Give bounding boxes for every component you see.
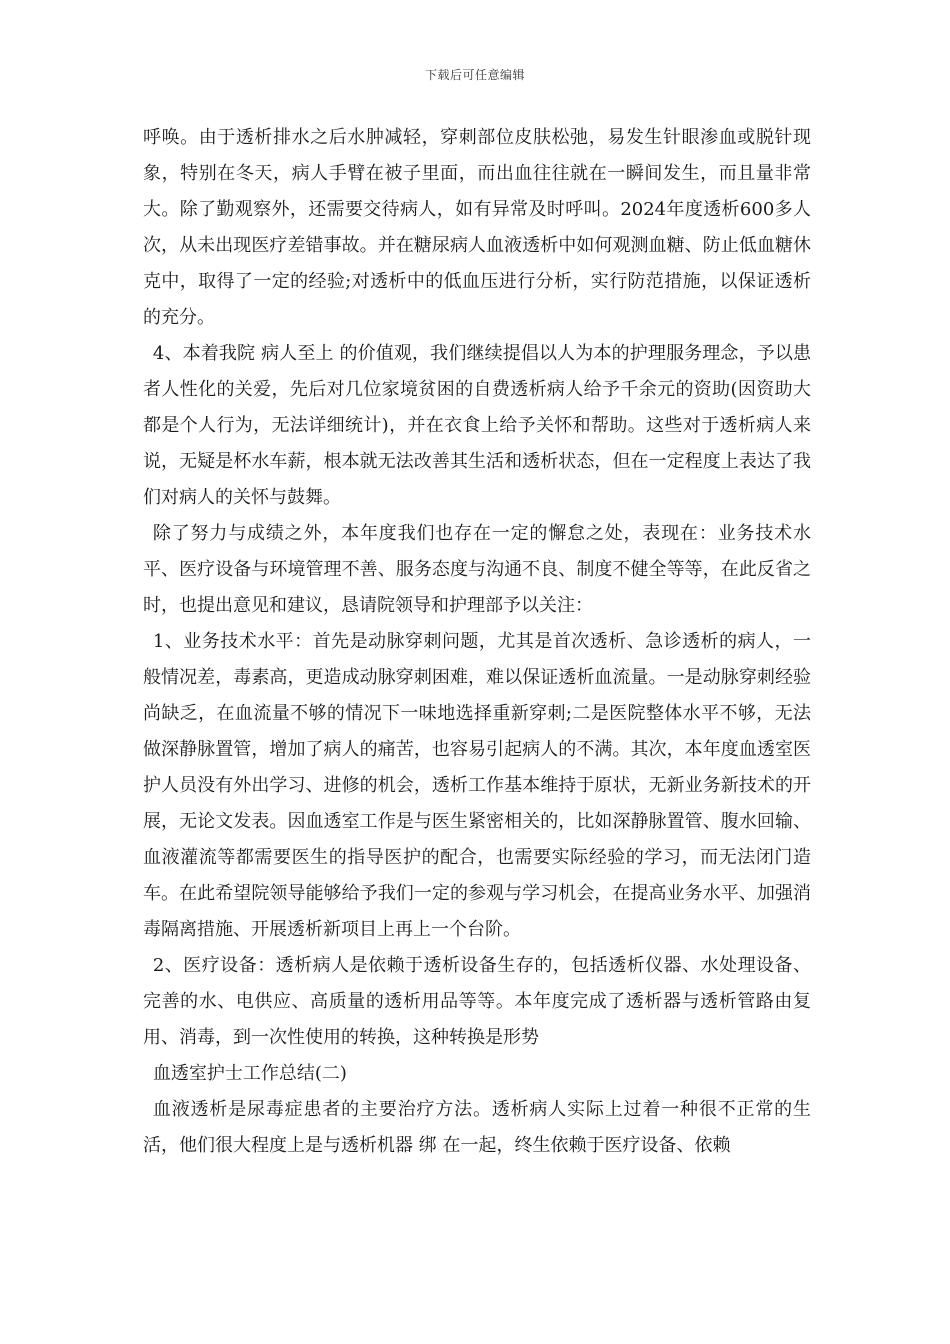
paragraph-intro: 血液透析是尿毒症患者的主要治疗方法。透析病人实际上过着一种很不正常的生活，他们很大程度上是与透析机器 绑 在一起，终生依赖于医疗设备、依赖 bbox=[143, 1099, 811, 1156]
paragraph-item-1-technical: 1、业务技术水平：首先是动脉穿刺问题，尤其是首次透析、急诊透析的病人，一般情况差，毒素高，更造成动脉穿刺困难，难以保证透析血流量。一是动脉穿刺经验尚缺乏，在血流量不够的情况下一味地选择重新穿刺;二是医院整体水平不够，无法做深静脉置管，增加了病人的痛苦，也容易引起病人的不满。其次，本年度血透室医护人员没有外出学习、进修的机会，透析工作基本维持于原状，无新业务新技术的开展，无论文发表。因血透室工作是与医生紧密相关的，比如深静脉置管、腹水回输、血液灌流等都需要医生的指导医护的配合，也需要实际经验的学习，而无法闭门造车。在此希望院领导能够给予我们一定的参观与学习机会，在提高业务水平、加强消毒隔离措施、开展透析新项目上再上一个台阶。 bbox=[143, 631, 811, 940]
paragraph-item-4: 4、本着我院 病人至上 的价值观，我们继续提倡以人为本的护理服务理念，予以患者人性化的关爱，先后对几位家境贫困的自费透析病人给予千余元的资助(因资助大都是个人行为，无法详细统计)，并在衣食上给予关怀和帮助。这些对于透析病人来说，无疑是杯水车薪，根本就无法改善其生活和透析状态，但在一定程度上表达了我们对病人的关怀与鼓舞。 bbox=[143, 343, 811, 508]
document-body bbox=[143, 120, 811, 1164]
paragraph-item-2-equipment: 2、医疗设备：透析病人是依赖于透析设备生存的，包括透析仪器、水处理设备、完善的水、电供应、高质量的透析用品等等。本年度完成了透析器与透析管路由复用、消毒，到一次性使用的转换，这种转换是形势 bbox=[143, 955, 811, 1048]
paragraph-continuation: 呼唤。由于透析排水之后水肿减轻，穿刺部位皮肤松弛，易发生针眼渗血或脱针现象，特别在冬天，病人手臂在被子里面，而出血往往就在一瞬间发生，而且量非常大。除了勤观察外，还需要交待病人，如有异常及时呼叫。2024年度透析600多人次，从未出现医疗差错事故。并在糖尿病人血液透析中如何观测血糖、防止低血糖休克中，取得了一定的经验;对透析中的低血压进行分析，实行防范措施，以保证透析的充分。 bbox=[143, 127, 811, 328]
paragraph-shortcomings: 除了努力与成绩之外，本年度我们也存在一定的懈怠之处，表现在：业务技术水平、医疗设备与环境管理不善、服务态度与沟通不良、制度不健全等等，在此反省之时，也提出意见和建议，恳请院领导和护理部予以关注： bbox=[143, 523, 811, 616]
page-header: 下载后可任意编辑 bbox=[424, 68, 525, 82]
section-heading: 血透室护士工作总结(二) bbox=[152, 1063, 347, 1084]
